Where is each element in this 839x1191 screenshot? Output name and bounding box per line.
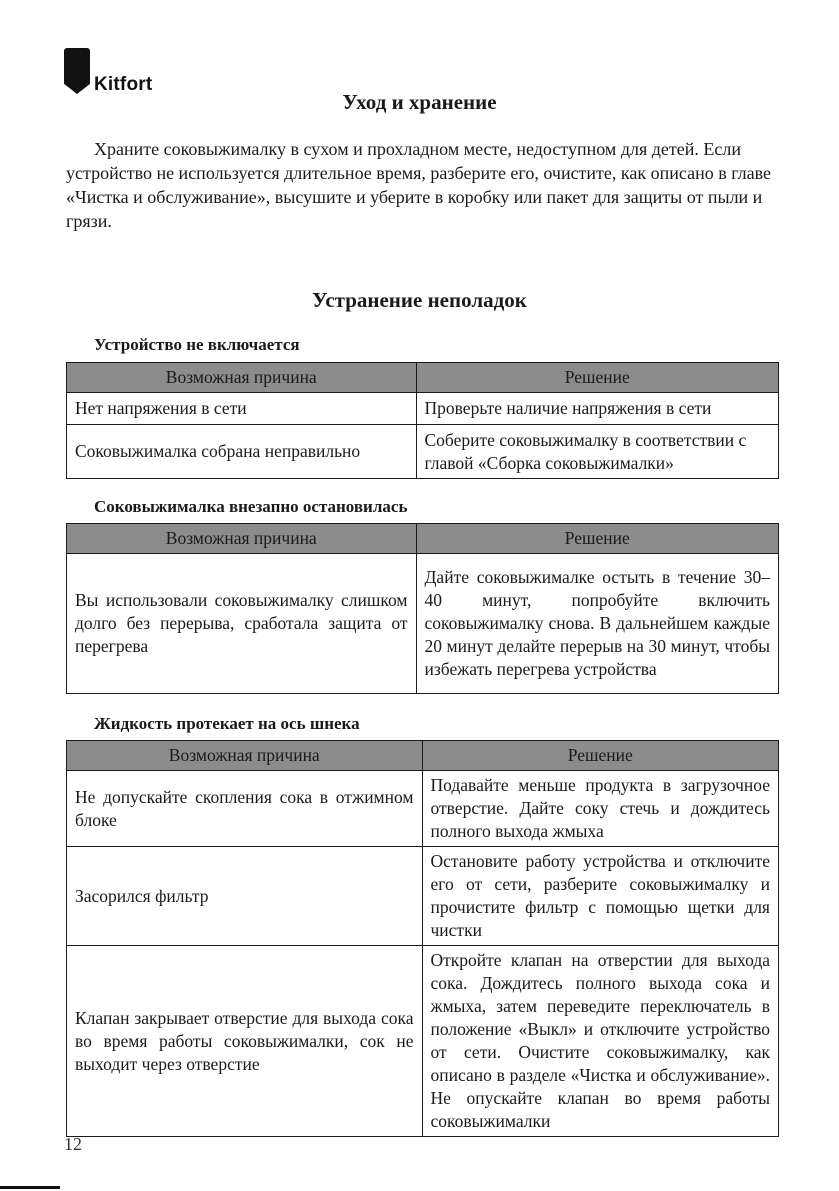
- table-header-row: [67, 524, 779, 554]
- solution-cell: Соберите соковыжималку в соответствии с главой «Сборка соковыжималки»: [416, 425, 779, 479]
- logo-text: Kitfort: [94, 74, 153, 95]
- cause-cell: Вы использовали соковыжималку слишком долго без перерыва, сработала защита от перегрева: [67, 554, 417, 694]
- col-solution-header: Решение: [416, 524, 779, 554]
- cause-cell: Нет напряжения в сети: [67, 393, 417, 425]
- solution-cell: Проверьте наличие напряжения в сети: [416, 393, 779, 425]
- troubleshooting-title: Устранение неполадок: [312, 288, 527, 312]
- section-heading-1: Устройство не включается: [94, 335, 300, 354]
- solution-cell: Остановите работу устройства и отключите его от сети, разберите соковыжималку и прочистите фильтр с помощью щетки для чистки: [422, 847, 779, 946]
- cause-cell: Засорился фильтр: [67, 847, 423, 946]
- storage-text: Храните соковыжималку в сухом и прохладном месте, недоступном для детей. Если устройство не используется длительное время, разберите его, очистите, как описано в главе «Чистка и обслуживание», высушите и уберите в коробку или пакет для защиты от пыли и грязи.: [66, 139, 772, 231]
- table-row: [67, 771, 779, 847]
- solution-cell: Откройте клапан на отверстии для выхода сока. Дождитесь полного выхода сока и жмыха, затем переведите переключатель в положение «Выкл» и отключите устройство от сети. Очистите соковыжималку, как описано в разделе «Чистка и обслуживание». Не опускайте клапан во время работы соковыжималки: [422, 946, 779, 1137]
- table-row: [67, 393, 779, 425]
- solution-cell: Дайте соковыжималке остыть в течение 30–40 минут, попробуйте включить соковыжималку снова. В дальнейшем каждые 20 минут делайте перерыв на 30 минут, чтобы избежать перегрева устройства: [416, 554, 779, 694]
- table-row: [67, 425, 779, 479]
- table-header-row: [67, 363, 779, 393]
- cause-cell: Клапан закрывает отверстие для выхода сока во время работы соковыжималки, сок не выходит через отверстие: [67, 946, 423, 1137]
- table-row: [67, 946, 779, 1137]
- section-heading-3: Жидкость протекает на ось шнека: [94, 714, 360, 733]
- page-number: 12: [64, 1134, 82, 1154]
- table-row: [67, 554, 779, 694]
- logo-mark-icon: [64, 48, 90, 94]
- cause-cell: Не допускайте скопления сока в отжимном блоке: [67, 771, 423, 847]
- footer-divider: [0, 1186, 60, 1189]
- troubleshooting-table-1: [66, 362, 779, 479]
- col-solution-header: Решение: [416, 363, 779, 393]
- col-cause-header: Возможная причина: [67, 524, 417, 554]
- table-row: [67, 847, 779, 946]
- col-solution-header: Решение: [422, 741, 779, 771]
- troubleshooting-table-3: [66, 740, 779, 1137]
- section-heading-2: Соковыжималка внезапно остановилась: [94, 497, 408, 516]
- col-cause-header: Возможная причина: [67, 741, 423, 771]
- solution-cell: Подавайте меньше продукта в загрузочное отверстие. Дайте соку стечь и дождитесь полного выхода жмыха: [422, 771, 779, 847]
- cause-cell: Соковыжималка собрана неправильно: [67, 425, 417, 479]
- col-cause-header: Возможная причина: [67, 363, 417, 393]
- troubleshooting-table-2: [66, 523, 779, 694]
- table-header-row: [67, 741, 779, 771]
- storage-title: Уход и хранение: [342, 90, 497, 114]
